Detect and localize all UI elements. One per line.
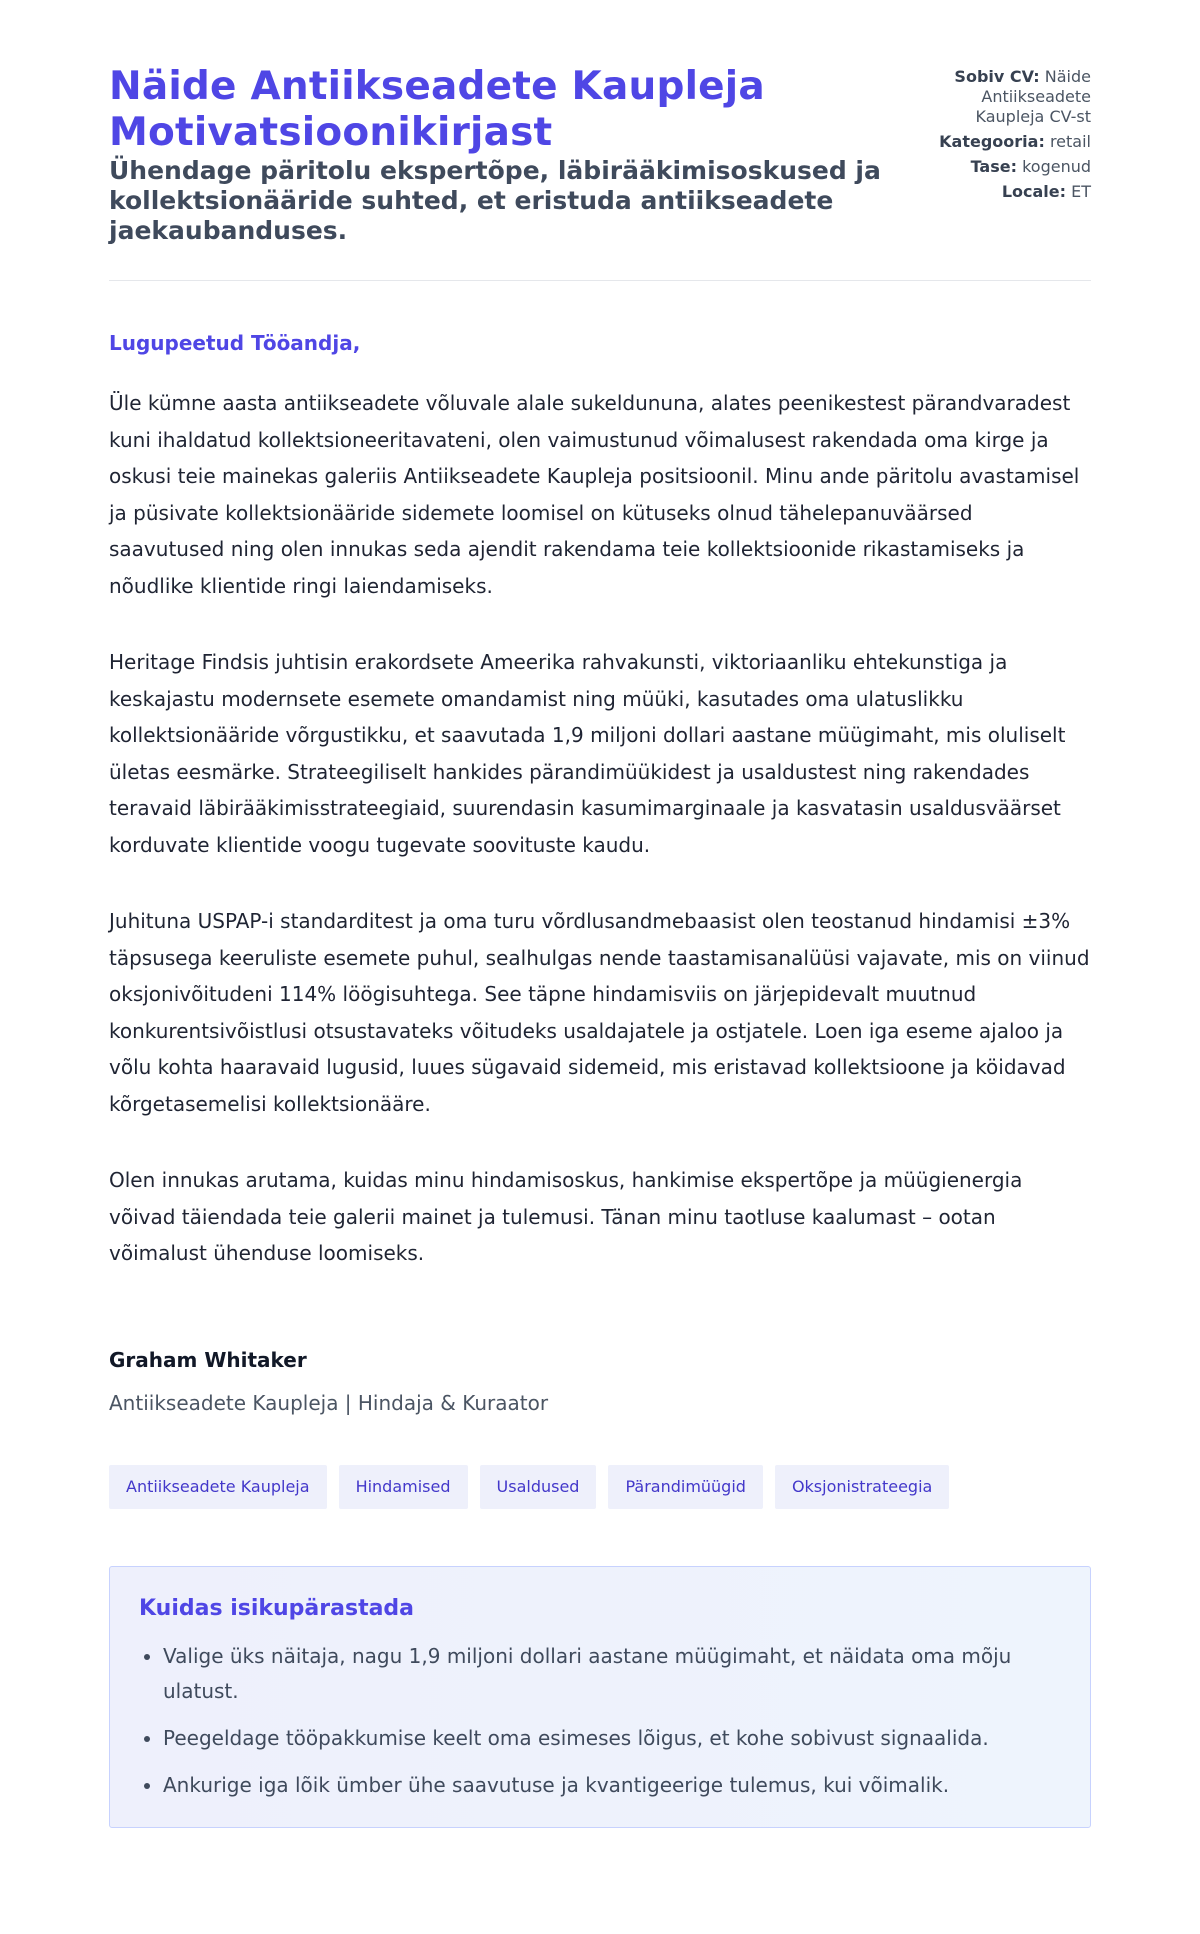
tag-chip: Pärandimüügid bbox=[608, 1465, 762, 1509]
meta-fits-cv-label: Sobiv CV: bbox=[954, 67, 1040, 86]
letter-body bbox=[109, 281, 1091, 1828]
meta-fits-cv-value: Näide Antiikseadete Kaupleja CV-st bbox=[975, 67, 1091, 126]
tag-list bbox=[109, 1465, 1091, 1509]
letter-salutation: Lugupeetud Tööandja, bbox=[109, 331, 361, 355]
tips-list bbox=[139, 1639, 1061, 1803]
letter-paragraph: Üle kümne aasta antiikseadete võluvale alale sukeldununa, alates peenikestest pärandvaradest kuni ihaldatud kollektsioneeritavateni, olen vaimustunud võimalusest rakendada oma kirge ja oskusi teie mainekas galeriis Antiikseadete Kaupleja positsioonil. Minu ande päritolu avastamisel ja püsivate kollektsionääride sidemete loomisel on kütuseks olnud tähelepanuväärsed saavutused ning olen innukas seda ajendit rakendama teie kollektsioonide rikastamiseks ja nõudlike klientide ringi laiendamiseks. bbox=[109, 391, 1080, 598]
title-block bbox=[109, 64, 899, 246]
page-header bbox=[109, 64, 1091, 281]
tips-title: Kuidas isikupärastada bbox=[139, 1595, 415, 1621]
page-title: Näide Antiikseadete Kaupleja Motivatsioonikirjast bbox=[109, 64, 765, 155]
letter-paragraph: Heritage Findsis juhtisin erakordsete Ameerika rahvakunsti, viktoriaanliku ehtekunstiga ja keskajastu modernsete esemete omandamist ning müüki, kasutades oma ulatuslikku kollektsionääride võrgustikku, et saavutada 1,9 miljoni dollari aastane müügimaht, mis oluliselt ületas eesmärke. Strateegiliselt hankides pärandimüükidest ja usaldustest ning rakendades teravaid läbirääkimisstrateegiaid, suurendasin kasumimarginaale ja kasvatasin usaldusväärset korduvate klientide voogu tugevate soovituste kaudu. bbox=[109, 650, 1066, 857]
meta-category-value: retail bbox=[1049, 132, 1091, 151]
signature-block bbox=[109, 1348, 1091, 1415]
tag-chip: Antiikseadete Kaupleja bbox=[109, 1465, 327, 1509]
tips-list-item: • Peegeldage tööpakkumise keelt oma esimeses lõigus, et kohe sobivust signaalida. bbox=[163, 1721, 1061, 1756]
meta-level-label: Tase: bbox=[970, 157, 1017, 176]
meta-locale bbox=[921, 182, 1091, 202]
page-subtitle: Ühendage päritolu ekspertõpe, läbirääkimisoskused ja kollektsionääride suhted, et eristuda antiikseadete jaekaubanduses. bbox=[109, 156, 881, 245]
tips-list-item: • Valige üks näitaja, nagu 1,9 miljoni dollari aastane müügimaht, et näidata oma mõju ulatust. bbox=[163, 1639, 1061, 1709]
tag-chip: Hindamised bbox=[339, 1465, 468, 1509]
meta-category bbox=[921, 132, 1091, 152]
signature-name: Graham Whitaker bbox=[109, 1347, 307, 1372]
meta-panel bbox=[921, 64, 1091, 207]
meta-fits-cv bbox=[921, 67, 1091, 127]
letter-paragraph: Olen innukas arutama, kuidas minu hindamisoskus, hankimise ekspertõpe ja müügienergia võivad täiendada teie galerii mainet ja tulemusi. Tänan minu taotluse kaalumast – ootan võimalust ühenduse loomiseks. bbox=[109, 1168, 1023, 1265]
personalization-tips-box bbox=[109, 1566, 1091, 1828]
meta-level-value: kogenud bbox=[1022, 157, 1091, 176]
signature-role: Antiikseadete Kaupleja | Hindaja & Kuraator bbox=[109, 1390, 549, 1415]
tag-chip: Usaldused bbox=[480, 1465, 597, 1509]
meta-locale-label: Locale: bbox=[1001, 182, 1067, 201]
meta-level bbox=[921, 157, 1091, 177]
meta-category-label: Kategooria: bbox=[939, 132, 1045, 151]
tips-list-item: • Ankurige iga lõik ümber ühe saavutuse ja kvantigeerige tulemus, kui võimalik. bbox=[163, 1768, 1061, 1803]
letter-paragraph: Juhituna USPAP-i standarditest ja oma turu võrdlusandmebaasist olen teostanud hindamisi ±3% täpsusega keeruliste esemete puhul, sealhulgas nende taastamisanalüüsi vajavate, mis on viinud oksjonivõitudeni 114% löögisuhtega. See täpne hindamisviis on järjepidevalt muutnud konkurentsivõistlusi otsustavateks võitudeks usaldajatele ja ostjatele. Loen iga eseme ajaloo ja võlu kohta haaravaid lugusid, luues sügavaid sidemeid, mis eristavad kollektsioone ja köidavad kõrgetasemelisi kollektsionääre. bbox=[109, 909, 1090, 1116]
tag-chip: Oksjonistrateegia bbox=[775, 1465, 949, 1509]
meta-locale-value: ET bbox=[1071, 182, 1091, 201]
